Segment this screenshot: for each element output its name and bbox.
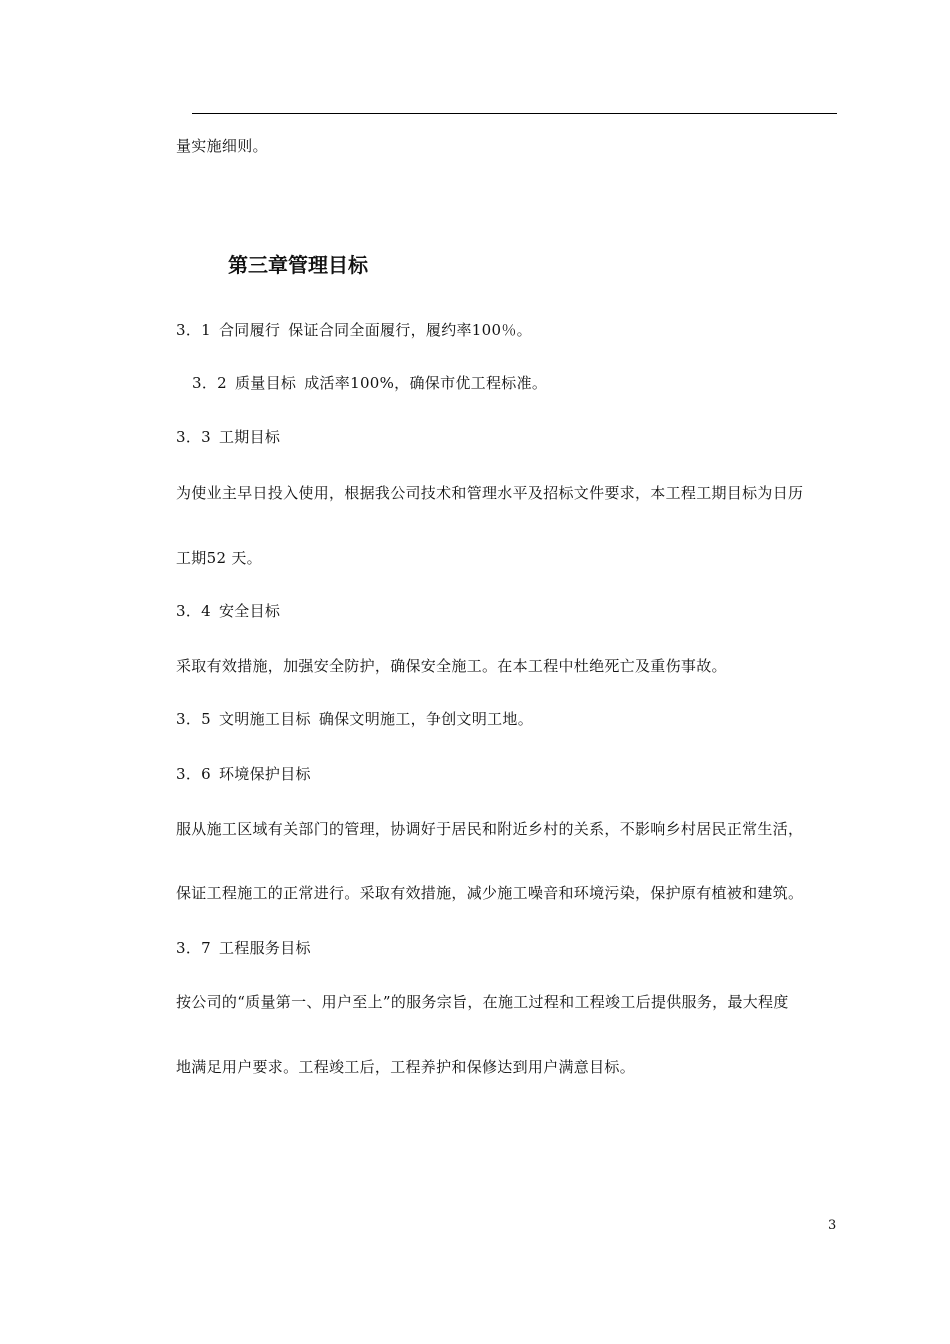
section-3-3-heading [176,427,280,447]
section-3-3-body-line-2: 工期52 天。 [176,549,262,567]
section-number: 3．7 [176,939,211,957]
section-3-7-heading [176,938,311,958]
section-text: 确保文明施工，争创文明工地。 [318,710,534,728]
section-title: 文明施工目标 [219,710,311,728]
section-3-6-body-line-1: 服从施工区域有关部门的管理，协调好于居民和附近乡村的关系，不影响乡村居民正常生活， [176,820,804,838]
section-3-6-heading [176,764,311,784]
continuation-text: 量实施细则。 [176,137,268,155]
section-text: 保证合同全面履行，履约率100％。 [288,321,532,339]
section-3-4-heading [176,601,280,621]
section-number: 3．4 [176,602,211,620]
section-3-5 [176,709,533,729]
section-3-3-body-line-1: 为使业主早日投入使用，根据我公司技术和管理水平及招标文件要求，本工程工期目标为日历 [176,484,804,502]
section-3-4-body-line-1: 采取有效措施，加强安全防护，确保安全施工。在本工程中杜绝死亡及重伤事故。 [176,657,727,675]
section-3-7-body-line-2: 地满足用户要求。工程竣工后，工程养护和保修达到用户满意目标。 [176,1058,636,1076]
section-title: 工程服务目标 [219,939,311,957]
section-number: 3．3 [176,428,211,446]
page-number: 3 [828,1218,837,1233]
section-title: 工期目标 [219,428,281,446]
section-title: 质量目标 [235,374,297,392]
section-number: 3．6 [176,765,211,783]
section-3-7-body-line-1: 按公司的“质量第一、用户至上”的服务宗旨，在施工过程和工程竣工后提供服务，最大程度 [176,993,789,1011]
section-title: 环境保护目标 [219,765,311,783]
section-3-2 [192,373,547,393]
section-title: 合同履行 [219,321,281,339]
section-number: 3．2 [192,374,227,392]
section-3-6-body-line-2: 保证工程施工的正常进行。采取有效措施，减少施工噪音和环境污染，保护原有植被和建筑。 [176,884,804,902]
section-title: 安全目标 [219,602,281,620]
section-3-1 [176,320,532,340]
section-text: 成活率100%，确保市优工程标准。 [304,374,548,392]
section-number: 3．5 [176,710,211,728]
header-rule [192,113,837,114]
chapter-title: 第三章管理目标 [228,253,368,277]
section-number: 3．1 [176,321,211,339]
